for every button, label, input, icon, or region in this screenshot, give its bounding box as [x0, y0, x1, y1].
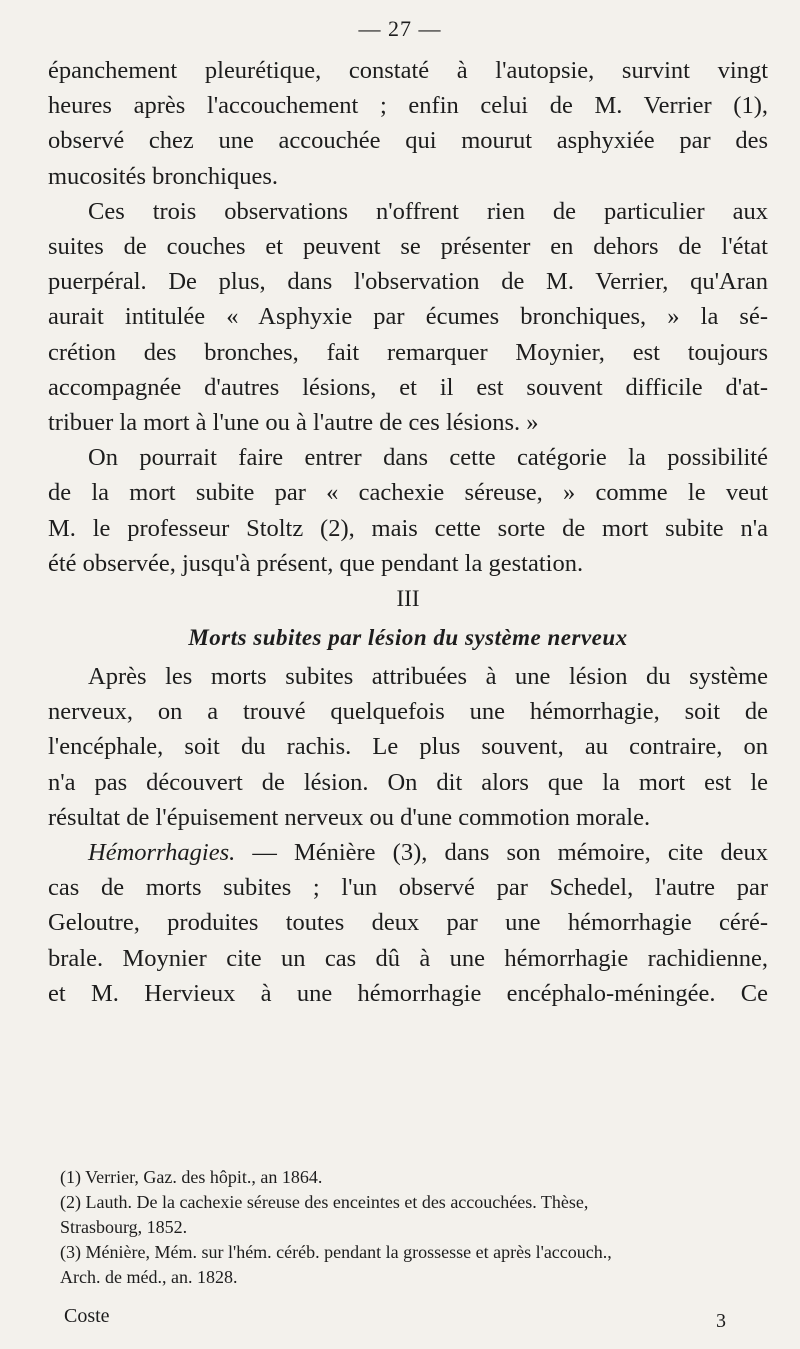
footnote-continuation: Arch. de méd., an. 1828.: [60, 1267, 238, 1287]
text-line: crétion des bronches, fait remarquer Moynier, est toujours: [48, 338, 768, 366]
text-line: brale. Moynier cite un cas dû à une hémorrhagie rachidienne,: [48, 944, 768, 972]
signature-mark: Coste: [64, 1305, 110, 1327]
text-line: suites de couches et peuvent se présenter en dehors de l'état: [48, 233, 768, 261]
page-number: — 27 —: [358, 16, 442, 41]
text-line: heures après l'accouchement ; enfin celui de M. Verrier (1),: [48, 92, 768, 120]
text-line: été observée, jusqu'à présent, que pendant la gestation.: [48, 549, 584, 577]
text-line: cas de morts subites ; l'un observé par Schedel, l'autre par: [48, 874, 768, 902]
text-line: tribuer la mort à l'une ou à l'autre de ces lésions. »: [48, 409, 539, 437]
inline-heading: Hémorrhagies.: [88, 839, 236, 867]
footnote-continuation: Strasbourg, 1852.: [60, 1217, 188, 1237]
text-line: [48, 835, 768, 870]
text-line: nerveux, on a trouvé quelquefois une hémorrhagie, soit de: [48, 698, 768, 726]
text-line: et M. Hervieux à une hémorrhagie encéphalo-méningée. Ce: [48, 979, 768, 1007]
text-line: observé chez une accouchée qui mourut asphyxiée par des: [48, 127, 768, 155]
text-line: M. le professeur Stoltz (2), mais cette sorte de mort subite n'a: [48, 514, 768, 542]
text-line: mucosités bronchiques.: [48, 162, 278, 190]
sheet-number: 3: [716, 1310, 726, 1332]
body-text: [48, 53, 768, 1011]
text-line: puerpéral. De plus, dans l'observation de M. Verrier, qu'Aran: [48, 268, 768, 296]
text-line: l'encéphale, soit du rachis. Le plus souvent, au contraire, on: [48, 733, 768, 761]
footnotes: [60, 1165, 768, 1290]
text-line: aurait intitulée « Asphyxie par écumes bronchiques, » la sé-: [48, 303, 768, 331]
footnote: (1) Verrier, Gaz. des hôpit., an 1864.: [60, 1167, 323, 1187]
text-line: Après les morts subites attribuées à une lésion du système: [88, 663, 768, 691]
text-run: — Ménière (3), dans son mémoire, cite deux: [235, 839, 768, 867]
text-line: de la mort subite par « cachexie séreuse, » comme le veut: [48, 479, 768, 507]
text-line: résultat de l'épuisement nerveux ou d'une commotion morale.: [48, 803, 651, 831]
section-title: Morts subites par lésion du système nerveux: [188, 625, 628, 651]
text-line: n'a pas découvert de lésion. On dit alors que la mort est le: [48, 768, 768, 796]
text-line: épanchement pleurétique, constaté à l'autopsie, survint vingt: [48, 57, 768, 84]
text-line: On pourrait faire entrer dans cette catégorie la possibilité: [88, 444, 768, 472]
text-line: Geloutre, produites toutes deux par une hémorrhagie céré-: [48, 909, 768, 937]
section-number: III: [396, 586, 420, 612]
text-line: Ces trois observations n'offrent rien de particulier aux: [88, 197, 768, 225]
footnote: (3) Ménière, Mém. sur l'hém. céréb. pendant la grossesse et après l'accouch.,: [60, 1242, 612, 1262]
text-line: accompagnée d'autres lésions, et il est souvent difficile d'at-: [48, 373, 768, 401]
footnote: (2) Lauth. De la cachexie séreuse des enceintes et des accouchées. Thèse,: [60, 1192, 589, 1212]
